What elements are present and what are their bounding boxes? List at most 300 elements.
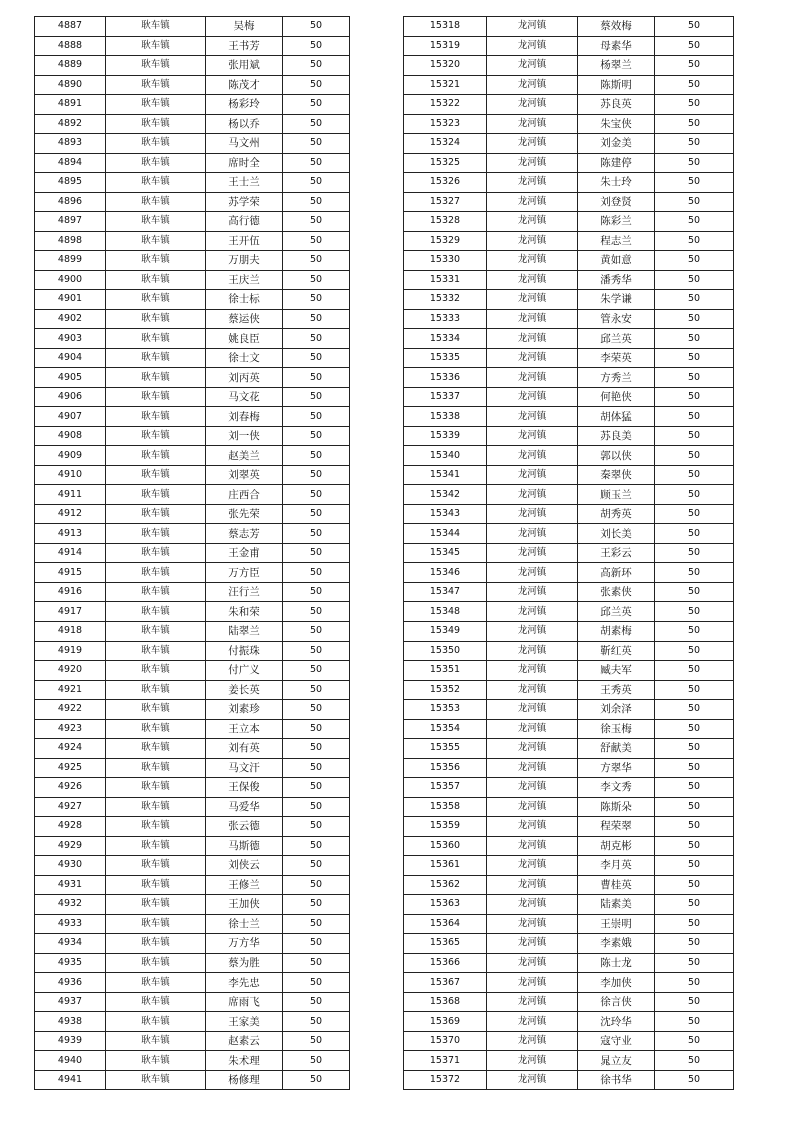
amount-cell: 50 bbox=[655, 953, 734, 973]
row-number-cell: 15342 bbox=[404, 485, 487, 505]
amount-cell: 50 bbox=[283, 56, 350, 76]
name-cell: 朱学谦 bbox=[578, 290, 655, 310]
name-cell: 徐士文 bbox=[206, 348, 283, 368]
table-row bbox=[35, 368, 350, 388]
town-cell: 龙河镇 bbox=[487, 251, 578, 271]
amount-cell: 50 bbox=[655, 290, 734, 310]
amount-cell: 50 bbox=[655, 387, 734, 407]
row-number-cell: 4896 bbox=[35, 192, 106, 212]
table-row bbox=[404, 95, 734, 115]
amount-cell: 50 bbox=[283, 212, 350, 232]
table-row bbox=[404, 368, 734, 388]
town-cell: 龙河镇 bbox=[487, 817, 578, 837]
row-number-cell: 4902 bbox=[35, 309, 106, 329]
amount-cell: 50 bbox=[283, 348, 350, 368]
amount-cell: 50 bbox=[283, 270, 350, 290]
name-cell: 陈建停 bbox=[578, 153, 655, 173]
name-cell: 胡秀英 bbox=[578, 504, 655, 524]
table-row bbox=[404, 836, 734, 856]
table-row bbox=[404, 992, 734, 1012]
amount-cell: 50 bbox=[283, 485, 350, 505]
row-number-cell: 15336 bbox=[404, 368, 487, 388]
table-row bbox=[35, 719, 350, 739]
row-number-cell: 4897 bbox=[35, 212, 106, 232]
table-row bbox=[404, 231, 734, 251]
row-number-cell: 15326 bbox=[404, 173, 487, 193]
amount-cell: 50 bbox=[655, 348, 734, 368]
table-row bbox=[35, 56, 350, 76]
amount-cell: 50 bbox=[283, 95, 350, 115]
amount-cell: 50 bbox=[655, 114, 734, 134]
name-cell: 蔡志芳 bbox=[206, 524, 283, 544]
row-number-cell: 4932 bbox=[35, 895, 106, 915]
town-cell: 耿车镇 bbox=[106, 582, 206, 602]
table-row bbox=[35, 426, 350, 446]
row-number-cell: 15355 bbox=[404, 739, 487, 759]
town-cell: 耿车镇 bbox=[106, 114, 206, 134]
amount-cell: 50 bbox=[655, 563, 734, 583]
amount-cell: 50 bbox=[655, 368, 734, 388]
town-cell: 耿车镇 bbox=[106, 1012, 206, 1032]
row-number-cell: 15347 bbox=[404, 582, 487, 602]
row-number-cell: 4904 bbox=[35, 348, 106, 368]
amount-cell: 50 bbox=[283, 368, 350, 388]
table-row bbox=[404, 875, 734, 895]
amount-cell: 50 bbox=[283, 875, 350, 895]
name-cell: 刘长美 bbox=[578, 524, 655, 544]
amount-cell: 50 bbox=[655, 778, 734, 798]
row-number-cell: 15323 bbox=[404, 114, 487, 134]
row-number-cell: 4938 bbox=[35, 1012, 106, 1032]
table-row bbox=[35, 680, 350, 700]
name-cell: 李月英 bbox=[578, 856, 655, 876]
table-row bbox=[35, 1070, 350, 1090]
town-cell: 耿车镇 bbox=[106, 153, 206, 173]
row-number-cell: 15335 bbox=[404, 348, 487, 368]
town-cell: 龙河镇 bbox=[487, 465, 578, 485]
amount-cell: 50 bbox=[283, 231, 350, 251]
name-cell: 马文汗 bbox=[206, 758, 283, 778]
row-number-cell: 4920 bbox=[35, 661, 106, 681]
name-cell: 李加侠 bbox=[578, 973, 655, 993]
town-cell: 龙河镇 bbox=[487, 992, 578, 1012]
row-number-cell: 15318 bbox=[404, 17, 487, 37]
row-number-cell: 15350 bbox=[404, 641, 487, 661]
amount-cell: 50 bbox=[283, 661, 350, 681]
table-row bbox=[404, 270, 734, 290]
town-cell: 龙河镇 bbox=[487, 680, 578, 700]
name-cell: 朱和荣 bbox=[206, 602, 283, 622]
table-row bbox=[35, 992, 350, 1012]
town-cell: 龙河镇 bbox=[487, 953, 578, 973]
name-cell: 刘余泽 bbox=[578, 700, 655, 720]
table-row bbox=[35, 348, 350, 368]
name-cell: 管永安 bbox=[578, 309, 655, 329]
name-cell: 朱术理 bbox=[206, 1051, 283, 1071]
town-cell: 龙河镇 bbox=[487, 134, 578, 154]
row-number-cell: 15367 bbox=[404, 973, 487, 993]
table-row bbox=[404, 524, 734, 544]
amount-cell: 50 bbox=[655, 524, 734, 544]
table-row bbox=[35, 212, 350, 232]
town-cell: 龙河镇 bbox=[487, 661, 578, 681]
town-cell: 耿车镇 bbox=[106, 1051, 206, 1071]
amount-cell: 50 bbox=[283, 700, 350, 720]
row-number-cell: 15338 bbox=[404, 407, 487, 427]
town-cell: 耿车镇 bbox=[106, 817, 206, 837]
row-number-cell: 15324 bbox=[404, 134, 487, 154]
row-number-cell: 15332 bbox=[404, 290, 487, 310]
table-row bbox=[404, 543, 734, 563]
row-number-cell: 4925 bbox=[35, 758, 106, 778]
row-number-cell: 15353 bbox=[404, 700, 487, 720]
name-cell: 苏良美 bbox=[578, 426, 655, 446]
name-cell: 王保俊 bbox=[206, 778, 283, 798]
town-cell: 耿车镇 bbox=[106, 914, 206, 934]
name-cell: 徐士兰 bbox=[206, 914, 283, 934]
town-cell: 耿车镇 bbox=[106, 387, 206, 407]
row-number-cell: 4928 bbox=[35, 817, 106, 837]
row-number-cell: 4903 bbox=[35, 329, 106, 349]
table-row bbox=[35, 700, 350, 720]
row-number-cell: 15356 bbox=[404, 758, 487, 778]
name-cell: 陆素美 bbox=[578, 895, 655, 915]
table-row bbox=[404, 602, 734, 622]
amount-cell: 50 bbox=[655, 251, 734, 271]
town-cell: 龙河镇 bbox=[487, 895, 578, 915]
amount-cell: 50 bbox=[655, 934, 734, 954]
row-number-cell: 4923 bbox=[35, 719, 106, 739]
town-cell: 耿车镇 bbox=[106, 173, 206, 193]
town-cell: 耿车镇 bbox=[106, 446, 206, 466]
town-cell: 耿车镇 bbox=[106, 953, 206, 973]
town-cell: 耿车镇 bbox=[106, 719, 206, 739]
amount-cell: 50 bbox=[655, 758, 734, 778]
table-row bbox=[35, 309, 350, 329]
name-cell: 王金甫 bbox=[206, 543, 283, 563]
right-roster-table bbox=[403, 16, 734, 1090]
town-cell: 耿车镇 bbox=[106, 797, 206, 817]
row-number-cell: 15365 bbox=[404, 934, 487, 954]
amount-cell: 50 bbox=[283, 680, 350, 700]
amount-cell: 50 bbox=[283, 36, 350, 56]
table-row bbox=[404, 17, 734, 37]
table-row bbox=[35, 290, 350, 310]
table-row bbox=[35, 914, 350, 934]
amount-cell: 50 bbox=[283, 75, 350, 95]
amount-cell: 50 bbox=[655, 797, 734, 817]
name-cell: 顾玉兰 bbox=[578, 485, 655, 505]
name-cell: 王书芳 bbox=[206, 36, 283, 56]
name-cell: 陈斯明 bbox=[578, 75, 655, 95]
row-number-cell: 4887 bbox=[35, 17, 106, 37]
amount-cell: 50 bbox=[655, 973, 734, 993]
name-cell: 朱士玲 bbox=[578, 173, 655, 193]
name-cell: 靳红英 bbox=[578, 641, 655, 661]
name-cell: 赵素云 bbox=[206, 1031, 283, 1051]
town-cell: 龙河镇 bbox=[487, 1012, 578, 1032]
row-number-cell: 4914 bbox=[35, 543, 106, 563]
town-cell: 耿车镇 bbox=[106, 407, 206, 427]
amount-cell: 50 bbox=[655, 1012, 734, 1032]
row-number-cell: 15331 bbox=[404, 270, 487, 290]
amount-cell: 50 bbox=[655, 270, 734, 290]
town-cell: 耿车镇 bbox=[106, 251, 206, 271]
table-row bbox=[404, 582, 734, 602]
town-cell: 耿车镇 bbox=[106, 329, 206, 349]
row-number-cell: 4890 bbox=[35, 75, 106, 95]
row-number-cell: 4927 bbox=[35, 797, 106, 817]
table-row bbox=[404, 934, 734, 954]
amount-cell: 50 bbox=[655, 95, 734, 115]
name-cell: 张先荣 bbox=[206, 504, 283, 524]
row-number-cell: 4921 bbox=[35, 680, 106, 700]
row-number-cell: 15354 bbox=[404, 719, 487, 739]
table-row bbox=[404, 895, 734, 915]
name-cell: 朱宝侠 bbox=[578, 114, 655, 134]
name-cell: 杨以乔 bbox=[206, 114, 283, 134]
name-cell: 程志兰 bbox=[578, 231, 655, 251]
town-cell: 耿车镇 bbox=[106, 543, 206, 563]
table-row bbox=[404, 75, 734, 95]
town-cell: 耿车镇 bbox=[106, 739, 206, 759]
row-number-cell: 4922 bbox=[35, 700, 106, 720]
name-cell: 陈士龙 bbox=[578, 953, 655, 973]
town-cell: 龙河镇 bbox=[487, 407, 578, 427]
amount-cell: 50 bbox=[283, 856, 350, 876]
row-number-cell: 15334 bbox=[404, 329, 487, 349]
town-cell: 龙河镇 bbox=[487, 270, 578, 290]
amount-cell: 50 bbox=[655, 329, 734, 349]
amount-cell: 50 bbox=[283, 504, 350, 524]
table-row bbox=[404, 1051, 734, 1071]
name-cell: 秦翠侠 bbox=[578, 465, 655, 485]
amount-cell: 50 bbox=[655, 36, 734, 56]
table-row bbox=[35, 524, 350, 544]
amount-cell: 50 bbox=[655, 719, 734, 739]
town-cell: 龙河镇 bbox=[487, 56, 578, 76]
amount-cell: 50 bbox=[283, 1051, 350, 1071]
table-row bbox=[404, 446, 734, 466]
table-row bbox=[35, 95, 350, 115]
row-number-cell: 15372 bbox=[404, 1070, 487, 1090]
name-cell: 付广义 bbox=[206, 661, 283, 681]
amount-cell: 50 bbox=[655, 212, 734, 232]
table-row bbox=[404, 56, 734, 76]
name-cell: 方秀兰 bbox=[578, 368, 655, 388]
table-row bbox=[35, 602, 350, 622]
name-cell: 刘丙英 bbox=[206, 368, 283, 388]
row-number-cell: 15359 bbox=[404, 817, 487, 837]
row-number-cell: 4916 bbox=[35, 582, 106, 602]
row-number-cell: 15360 bbox=[404, 836, 487, 856]
town-cell: 龙河镇 bbox=[487, 153, 578, 173]
table-row bbox=[404, 856, 734, 876]
left-roster-body bbox=[35, 17, 350, 1090]
name-cell: 蔡效梅 bbox=[578, 17, 655, 37]
row-number-cell: 4908 bbox=[35, 426, 106, 446]
name-cell: 万朋夫 bbox=[206, 251, 283, 271]
row-number-cell: 15319 bbox=[404, 36, 487, 56]
amount-cell: 50 bbox=[655, 407, 734, 427]
table-row bbox=[404, 1070, 734, 1090]
name-cell: 刘有英 bbox=[206, 739, 283, 759]
town-cell: 耿车镇 bbox=[106, 270, 206, 290]
row-number-cell: 15321 bbox=[404, 75, 487, 95]
town-cell: 耿车镇 bbox=[106, 778, 206, 798]
row-number-cell: 15337 bbox=[404, 387, 487, 407]
table-row bbox=[35, 153, 350, 173]
town-cell: 龙河镇 bbox=[487, 173, 578, 193]
town-cell: 龙河镇 bbox=[487, 836, 578, 856]
left-roster-table bbox=[34, 16, 350, 1090]
town-cell: 耿车镇 bbox=[106, 1070, 206, 1090]
town-cell: 耿车镇 bbox=[106, 895, 206, 915]
table-row bbox=[35, 134, 350, 154]
table-row bbox=[35, 641, 350, 661]
town-cell: 龙河镇 bbox=[487, 95, 578, 115]
amount-cell: 50 bbox=[655, 1070, 734, 1090]
row-number-cell: 4899 bbox=[35, 251, 106, 271]
amount-cell: 50 bbox=[655, 1031, 734, 1051]
name-cell: 刘侠云 bbox=[206, 856, 283, 876]
table-row bbox=[35, 739, 350, 759]
table-row bbox=[35, 778, 350, 798]
name-cell: 刘一侠 bbox=[206, 426, 283, 446]
name-cell: 舒献美 bbox=[578, 739, 655, 759]
amount-cell: 50 bbox=[283, 758, 350, 778]
amount-cell: 50 bbox=[283, 992, 350, 1012]
row-number-cell: 4912 bbox=[35, 504, 106, 524]
town-cell: 龙河镇 bbox=[487, 485, 578, 505]
row-number-cell: 15329 bbox=[404, 231, 487, 251]
table-row bbox=[404, 778, 734, 798]
name-cell: 席雨飞 bbox=[206, 992, 283, 1012]
row-number-cell: 4924 bbox=[35, 739, 106, 759]
town-cell: 耿车镇 bbox=[106, 192, 206, 212]
row-number-cell: 4893 bbox=[35, 134, 106, 154]
town-cell: 龙河镇 bbox=[487, 387, 578, 407]
row-number-cell: 4917 bbox=[35, 602, 106, 622]
row-number-cell: 4907 bbox=[35, 407, 106, 427]
town-cell: 龙河镇 bbox=[487, 758, 578, 778]
table-row bbox=[35, 836, 350, 856]
row-number-cell: 4905 bbox=[35, 368, 106, 388]
name-cell: 刘翠英 bbox=[206, 465, 283, 485]
amount-cell: 50 bbox=[283, 153, 350, 173]
name-cell: 万方臣 bbox=[206, 563, 283, 583]
name-cell: 胡素梅 bbox=[578, 621, 655, 641]
table-row bbox=[404, 309, 734, 329]
row-number-cell: 15344 bbox=[404, 524, 487, 544]
amount-cell: 50 bbox=[283, 426, 350, 446]
table-row bbox=[35, 17, 350, 37]
name-cell: 邱兰英 bbox=[578, 329, 655, 349]
amount-cell: 50 bbox=[655, 465, 734, 485]
table-row bbox=[35, 329, 350, 349]
row-number-cell: 15371 bbox=[404, 1051, 487, 1071]
row-number-cell: 15322 bbox=[404, 95, 487, 115]
table-row bbox=[404, 329, 734, 349]
name-cell: 马文花 bbox=[206, 387, 283, 407]
name-cell: 王立本 bbox=[206, 719, 283, 739]
name-cell: 王庆兰 bbox=[206, 270, 283, 290]
amount-cell: 50 bbox=[655, 680, 734, 700]
row-number-cell: 4919 bbox=[35, 641, 106, 661]
amount-cell: 50 bbox=[283, 446, 350, 466]
table-row bbox=[35, 173, 350, 193]
town-cell: 龙河镇 bbox=[487, 1070, 578, 1090]
amount-cell: 50 bbox=[283, 1070, 350, 1090]
name-cell: 王崇明 bbox=[578, 914, 655, 934]
amount-cell: 50 bbox=[283, 621, 350, 641]
row-number-cell: 15364 bbox=[404, 914, 487, 934]
town-cell: 耿车镇 bbox=[106, 700, 206, 720]
table-row bbox=[404, 153, 734, 173]
town-cell: 龙河镇 bbox=[487, 329, 578, 349]
name-cell: 马文州 bbox=[206, 134, 283, 154]
amount-cell: 50 bbox=[283, 817, 350, 837]
town-cell: 龙河镇 bbox=[487, 973, 578, 993]
table-row bbox=[35, 953, 350, 973]
row-number-cell: 15340 bbox=[404, 446, 487, 466]
table-row bbox=[404, 348, 734, 368]
amount-cell: 50 bbox=[283, 17, 350, 37]
amount-cell: 50 bbox=[283, 114, 350, 134]
table-row bbox=[404, 465, 734, 485]
amount-cell: 50 bbox=[283, 134, 350, 154]
table-row bbox=[35, 1031, 350, 1051]
name-cell: 李文秀 bbox=[578, 778, 655, 798]
town-cell: 耿车镇 bbox=[106, 524, 206, 544]
table-row bbox=[404, 192, 734, 212]
name-cell: 陈彩兰 bbox=[578, 212, 655, 232]
town-cell: 耿车镇 bbox=[106, 17, 206, 37]
table-row bbox=[35, 114, 350, 134]
amount-cell: 50 bbox=[655, 856, 734, 876]
row-number-cell: 4940 bbox=[35, 1051, 106, 1071]
name-cell: 何艳侠 bbox=[578, 387, 655, 407]
name-cell: 李素娥 bbox=[578, 934, 655, 954]
town-cell: 耿车镇 bbox=[106, 290, 206, 310]
row-number-cell: 4913 bbox=[35, 524, 106, 544]
table-row bbox=[35, 875, 350, 895]
town-cell: 龙河镇 bbox=[487, 641, 578, 661]
amount-cell: 50 bbox=[283, 290, 350, 310]
name-cell: 苏良英 bbox=[578, 95, 655, 115]
row-number-cell: 15349 bbox=[404, 621, 487, 641]
row-number-cell: 4936 bbox=[35, 973, 106, 993]
town-cell: 耿车镇 bbox=[106, 36, 206, 56]
name-cell: 马斯德 bbox=[206, 836, 283, 856]
table-row bbox=[404, 1012, 734, 1032]
amount-cell: 50 bbox=[655, 192, 734, 212]
town-cell: 龙河镇 bbox=[487, 504, 578, 524]
table-row bbox=[404, 621, 734, 641]
amount-cell: 50 bbox=[655, 641, 734, 661]
amount-cell: 50 bbox=[283, 641, 350, 661]
town-cell: 龙河镇 bbox=[487, 856, 578, 876]
row-number-cell: 4895 bbox=[35, 173, 106, 193]
row-number-cell: 4892 bbox=[35, 114, 106, 134]
town-cell: 耿车镇 bbox=[106, 836, 206, 856]
table-row bbox=[35, 661, 350, 681]
row-number-cell: 15341 bbox=[404, 465, 487, 485]
amount-cell: 50 bbox=[655, 875, 734, 895]
name-cell: 刘登贤 bbox=[578, 192, 655, 212]
town-cell: 龙河镇 bbox=[487, 543, 578, 563]
town-cell: 龙河镇 bbox=[487, 309, 578, 329]
